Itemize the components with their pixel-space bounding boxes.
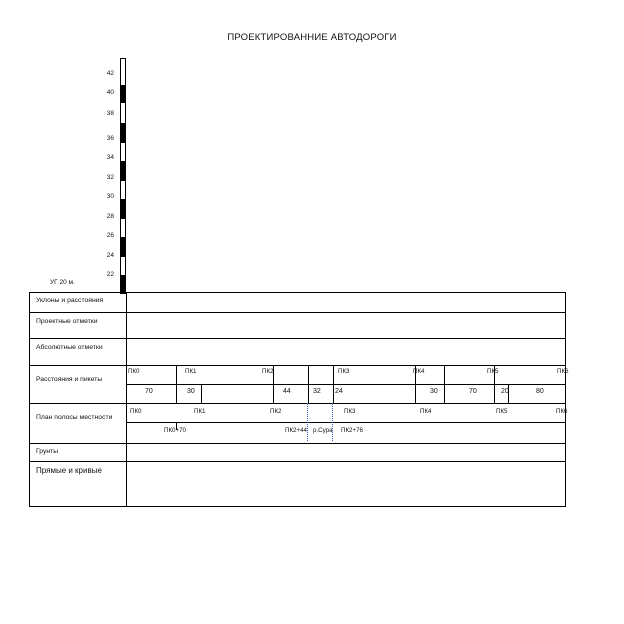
scale-caption: УГ 20 м.: [50, 279, 75, 286]
label-column-divider: [126, 293, 127, 506]
distance-value: 70: [469, 388, 477, 395]
distance-value: 70: [145, 388, 153, 395]
elevation-tick: 32: [106, 174, 114, 181]
picket-label: ПК3: [338, 368, 350, 375]
picket-label: ПК1: [185, 368, 197, 375]
picket-divider: [176, 365, 177, 403]
elevation-tick: 26: [106, 232, 114, 239]
plan-picket-label: ПК2: [270, 408, 282, 415]
elevation-tick: 22: [106, 271, 114, 278]
scale-segment: [121, 199, 125, 219]
distance-divider: [333, 365, 334, 403]
scale-segment: [121, 85, 125, 103]
profile-table: [29, 292, 566, 507]
plan-point-label: ПК2+76: [341, 427, 363, 434]
plan-picket-label: ПК1: [194, 408, 206, 415]
elevation-tick: 40: [106, 89, 114, 96]
river-bank-left: [307, 403, 308, 441]
row-label-distances: Расстояния и пикеты: [36, 376, 103, 383]
row-divider: [30, 461, 565, 462]
row-label-absolute-marks: Абсолютные отметки: [36, 344, 103, 351]
plan-picket-label: ПК6: [556, 408, 568, 415]
row-divider: [30, 365, 565, 366]
elevation-tick: 42: [106, 70, 114, 77]
row-label-design-marks: Проектные отметки: [36, 318, 98, 325]
distance-value: 24: [335, 388, 343, 395]
plan-point-label: ПК0+70: [164, 427, 186, 434]
row-divider: [30, 443, 565, 444]
row-divider: [126, 384, 565, 385]
picket-label: ПК6: [557, 368, 569, 375]
plan-picket-label: ПК3: [344, 408, 356, 415]
picket-label: ПК5: [487, 368, 499, 375]
elevation-tick: 24: [106, 252, 114, 259]
row-label-soils: Грунты: [36, 448, 59, 455]
elevation-tick: 30: [106, 193, 114, 200]
scale-segment: [121, 123, 125, 143]
river-label: р.Сура: [313, 427, 333, 434]
row-divider: [30, 312, 565, 313]
picket-label: ПК2: [262, 368, 274, 375]
scale-segment: [121, 237, 125, 257]
distance-value: 80: [536, 388, 544, 395]
elevation-tick: 36: [106, 135, 114, 142]
elevation-scale-bar: [120, 58, 126, 294]
elevation-tick: 28: [106, 213, 114, 220]
river-bank-right: [332, 403, 333, 441]
row-divider: [126, 422, 565, 423]
page-title: ПРОЕКТИРОВАННИЕ АВТОДОРОГИ: [227, 32, 397, 43]
distance-value: 32: [313, 388, 321, 395]
elevation-tick: 34: [106, 154, 114, 161]
row-label-slopes: Уклоны и расстояния: [36, 297, 104, 304]
distance-value: 30: [430, 388, 438, 395]
row-divider: [30, 403, 565, 404]
plan-picket-label: ПК5: [496, 408, 508, 415]
picket-label: ПК4: [413, 368, 425, 375]
picket-label: ПК0: [128, 368, 140, 375]
distance-value: 30: [187, 388, 195, 395]
plan-point-label: ПК2+44: [285, 427, 307, 434]
elevation-tick: 38: [106, 110, 114, 117]
row-label-curves: Прямые и кривые: [36, 466, 102, 475]
scale-segment: [121, 161, 125, 181]
plan-picket-label: ПК0: [130, 408, 142, 415]
distance-divider: [201, 384, 202, 403]
distance-divider: [444, 365, 445, 403]
distance-value: 44: [283, 388, 291, 395]
plan-picket-label: ПК4: [420, 408, 432, 415]
row-divider: [30, 338, 565, 339]
distance-divider: [308, 365, 309, 403]
row-label-terrain-plan: План полосы местности: [36, 414, 113, 421]
distance-value: 20: [501, 388, 509, 395]
